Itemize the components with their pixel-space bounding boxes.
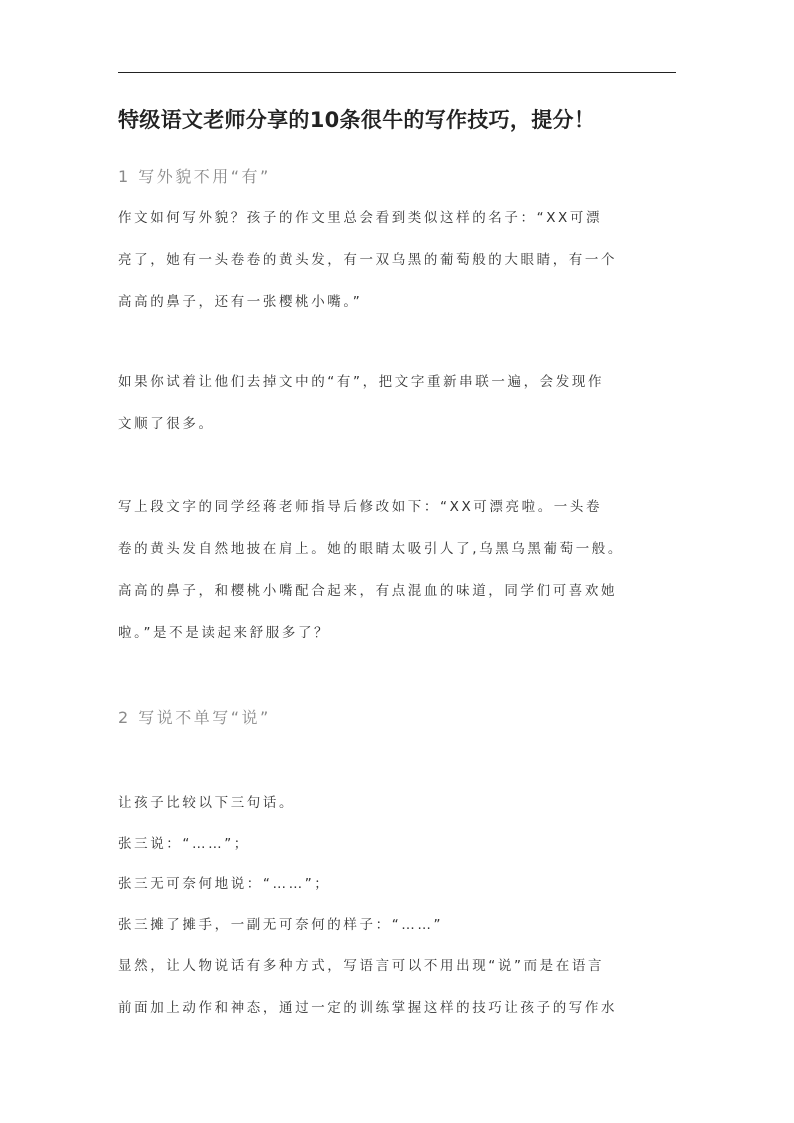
- text-line: 高高的鼻子，还有一张樱桃小嘴。”: [118, 294, 363, 310]
- paragraph: [118, 783, 674, 945]
- text-line: 如果你试着让他们去掉文中的“有”，把文字重新串联一遍，会发现作: [118, 374, 605, 390]
- paragraph: [118, 361, 674, 445]
- page-title: 特级语文老师分享的10条很牛的写作技巧，提分！: [118, 108, 596, 132]
- text-line: 张三摊了摊手，一副无可奈何的样子：“……”: [118, 916, 444, 933]
- text-line: 前面加上动作和神态，通过一定的训练掌握这样的技巧让孩子的写作水: [118, 1000, 618, 1016]
- text-line: 让孩子比较以下三句话。: [118, 795, 296, 811]
- text-line: 显然，让人物说话有多种方式，写语言可以不用出现“说”而是在语言: [118, 958, 605, 974]
- section-heading-2: 2 写说不单写“说”: [118, 708, 271, 727]
- text-line: 张三说：“……”；: [118, 835, 250, 852]
- text-line: 写上段文字的同学经蒋老师指导后修改如下：“XX可漂亮啦。一头卷: [118, 499, 603, 515]
- text-line: 高高的鼻子，和樱桃小嘴配合起来，有点混血的味道，同学们可喜欢她: [118, 583, 618, 599]
- paragraph: [118, 945, 674, 1029]
- text-line: 张三无可奈何地说：“……”；: [118, 876, 331, 892]
- section-heading-1: 1 写外貌不用“有”: [118, 167, 271, 186]
- text-line: 啦。”是不是读起来舒服多了？: [118, 625, 331, 641]
- text-line: 文顺了很多。: [118, 416, 215, 432]
- paragraph: [118, 486, 674, 654]
- text-line: 卷的黄头发自然地披在肩上。她的眼睛太吸引人了,乌黑乌黑葡萄一般。: [118, 541, 624, 557]
- text-line: 作文如何写外貌？孩子的作文里总会看到类似这样的名子：“XX可漂: [118, 210, 603, 226]
- text-line: 亮了，她有一头卷卷的黄头发，有一双乌黑的葡萄般的大眼睛，有一个: [118, 252, 618, 268]
- paragraph: [118, 197, 674, 323]
- header-rule: [118, 72, 676, 73]
